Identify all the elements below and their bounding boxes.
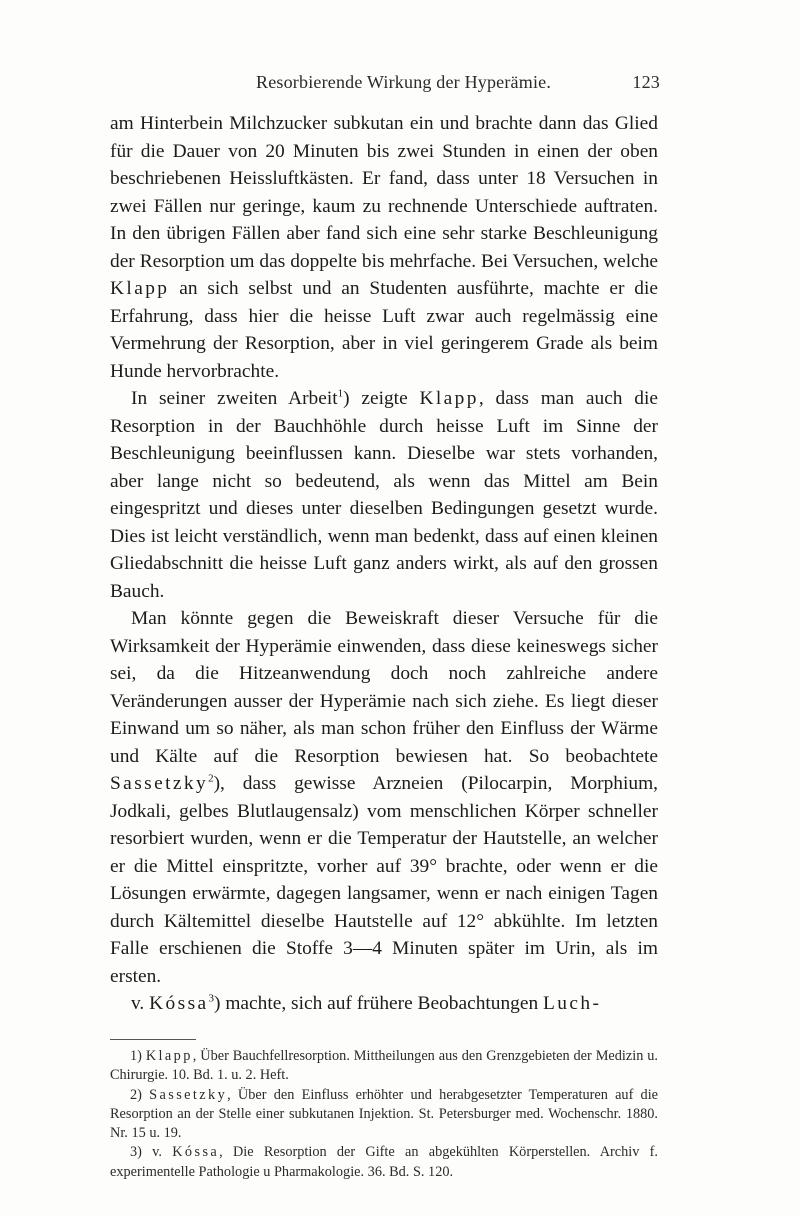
author-name-klapp: Klapp: [419, 388, 479, 409]
footnote-author: Klapp: [145, 1048, 193, 1064]
footnote-3: [110, 1143, 658, 1182]
footnote-ref-1: 1: [337, 387, 344, 400]
text-run: v.: [131, 993, 150, 1014]
paragraph-2: [110, 385, 658, 605]
text-run: ) machte, sich auf frühere Beobachtungen: [214, 993, 544, 1014]
footnote-text: , Über Bauchfellresorption. Mittheilungen aus den Grenzgebieten der Medizin u. Chirurgie. 10. Bd. 1. u. 2. Heft.: [110, 1048, 658, 1084]
footnote-text: , Die Resorption der Gifte an abgekühlten Körperstellen. Archiv f. experimentelle Pathologie u Pharmakologie. 36. Bd. S. 120.: [110, 1144, 658, 1180]
text-run: , dass man auch die Resorption in der Bauchhöhle durch heisse Luft im Sinne der Beschleunigung beeinflussen kann. Dieselbe war stets vorhanden, aber lange nicht so bedeutend, als wenn das Mittel am Bein eingespritzt und dieses unter dieselben Bedingungen gesetzt wurde. Dies ist leicht verständlich, wenn man bedenkt, dass auf einen kleinen Gliedabschnitt die heisse Luft ganz anders wirkt, als auf den grossen Bauch.: [110, 388, 658, 602]
footnote-2: [110, 1086, 658, 1144]
main-text: [110, 110, 658, 1018]
paragraph-4: [110, 990, 658, 1018]
text-run: am Hinterbein Milchzucker subkutan ein und brachte dann das Glied für die Dauer von 20 Minuten bis zwei Stunden in einen der oben beschriebenen Heissluftkästen. Er fand, dass unter 18 Versuchen in zwei Fällen nur geringe, kaum zu rechnende Unterschiede auftraten. In den übrigen Fällen aber fand sich eine sehr starke Beschleunigung der Resorption um das doppelte bis mehrfache. Bei Versuchen, welche: [110, 113, 658, 272]
footnote-ref-3: 3: [208, 992, 215, 1005]
text-run: an sich selbst und an Studenten ausführte, machte er die Erfahrung, dass hier die heisse Luft zwar auch regelmässig eine Vermehrung der Resorption, aber in viel geringerem Grade als beim Hunde hervorbrachte.: [110, 278, 658, 382]
author-name-luch: Luch-: [543, 993, 602, 1014]
footnote-marker: 3) v.: [130, 1144, 173, 1161]
footnote-author: Kóssa: [172, 1144, 220, 1161]
footnote-divider: [110, 1039, 196, 1040]
text-run: Man könnte gegen die Beweiskraft dieser Versuche für die Wirksamkeit der Hyperämie einwenden, dass diese keineswegs sicher sei, da die Hitzeanwendung doch noch zahlreiche andere Veränderungen ausser der Hyperämie nach sich ziehe. Es liegt dieser Einwand um so näher, als man schon früher den Einfluss der Wärme und Kälte auf die Resorption bewiesen hat. So beobachtete: [110, 608, 658, 767]
footnotes: [110, 1047, 658, 1182]
footnote-marker: 2): [130, 1086, 150, 1103]
author-name-kossa: Kóssa: [149, 993, 209, 1014]
text-run: In seiner zweiten Arbeit: [131, 388, 338, 409]
page-number: 123: [632, 72, 660, 92]
footnote-1: [110, 1047, 658, 1086]
footnote-ref-2: 2: [208, 772, 214, 785]
author-name-sassetzky: Sassetzky: [110, 773, 209, 794]
text-run: ), dass gewisse Arzneien (Pilocarpin, Morphium, Jodkali, gelbes Blutlaugensalz) vom menschlichen Körper schneller resorbiert wurden, wenn er die Temperatur der Hautstelle, an welcher er die Mittel einspritzte, vorher auf 39° brachte, oder wenn er die Lösungen erwärmte, dagegen langsamer, wenn er nach einigen Tagen durch Kältemittel dieselbe Hautstelle auf 12° abkühlte. Im letzten Falle erschienen die Stoffe 3—4 Minuten später im Urin, als im ersten.: [110, 773, 658, 987]
footnote-text: , Über den Einfluss erhöhter und herabgesetzter Temperaturen auf die Resorption an der Stelle einer subkutanen Injektion. St. Petersburger med. Wochenschr. 1880. Nr. 15 u. 19.: [110, 1086, 659, 1142]
text-run: ) zeigte: [343, 388, 420, 409]
footnote-author: Sassetzky: [149, 1086, 228, 1103]
paragraph-3: [110, 605, 658, 990]
author-name-klapp: Klapp: [110, 278, 170, 299]
footnote-marker: 1): [130, 1048, 146, 1064]
paragraph-1: [110, 110, 658, 385]
running-head-title: Resorbierende Wirkung der Hyperämie.: [256, 72, 552, 92]
